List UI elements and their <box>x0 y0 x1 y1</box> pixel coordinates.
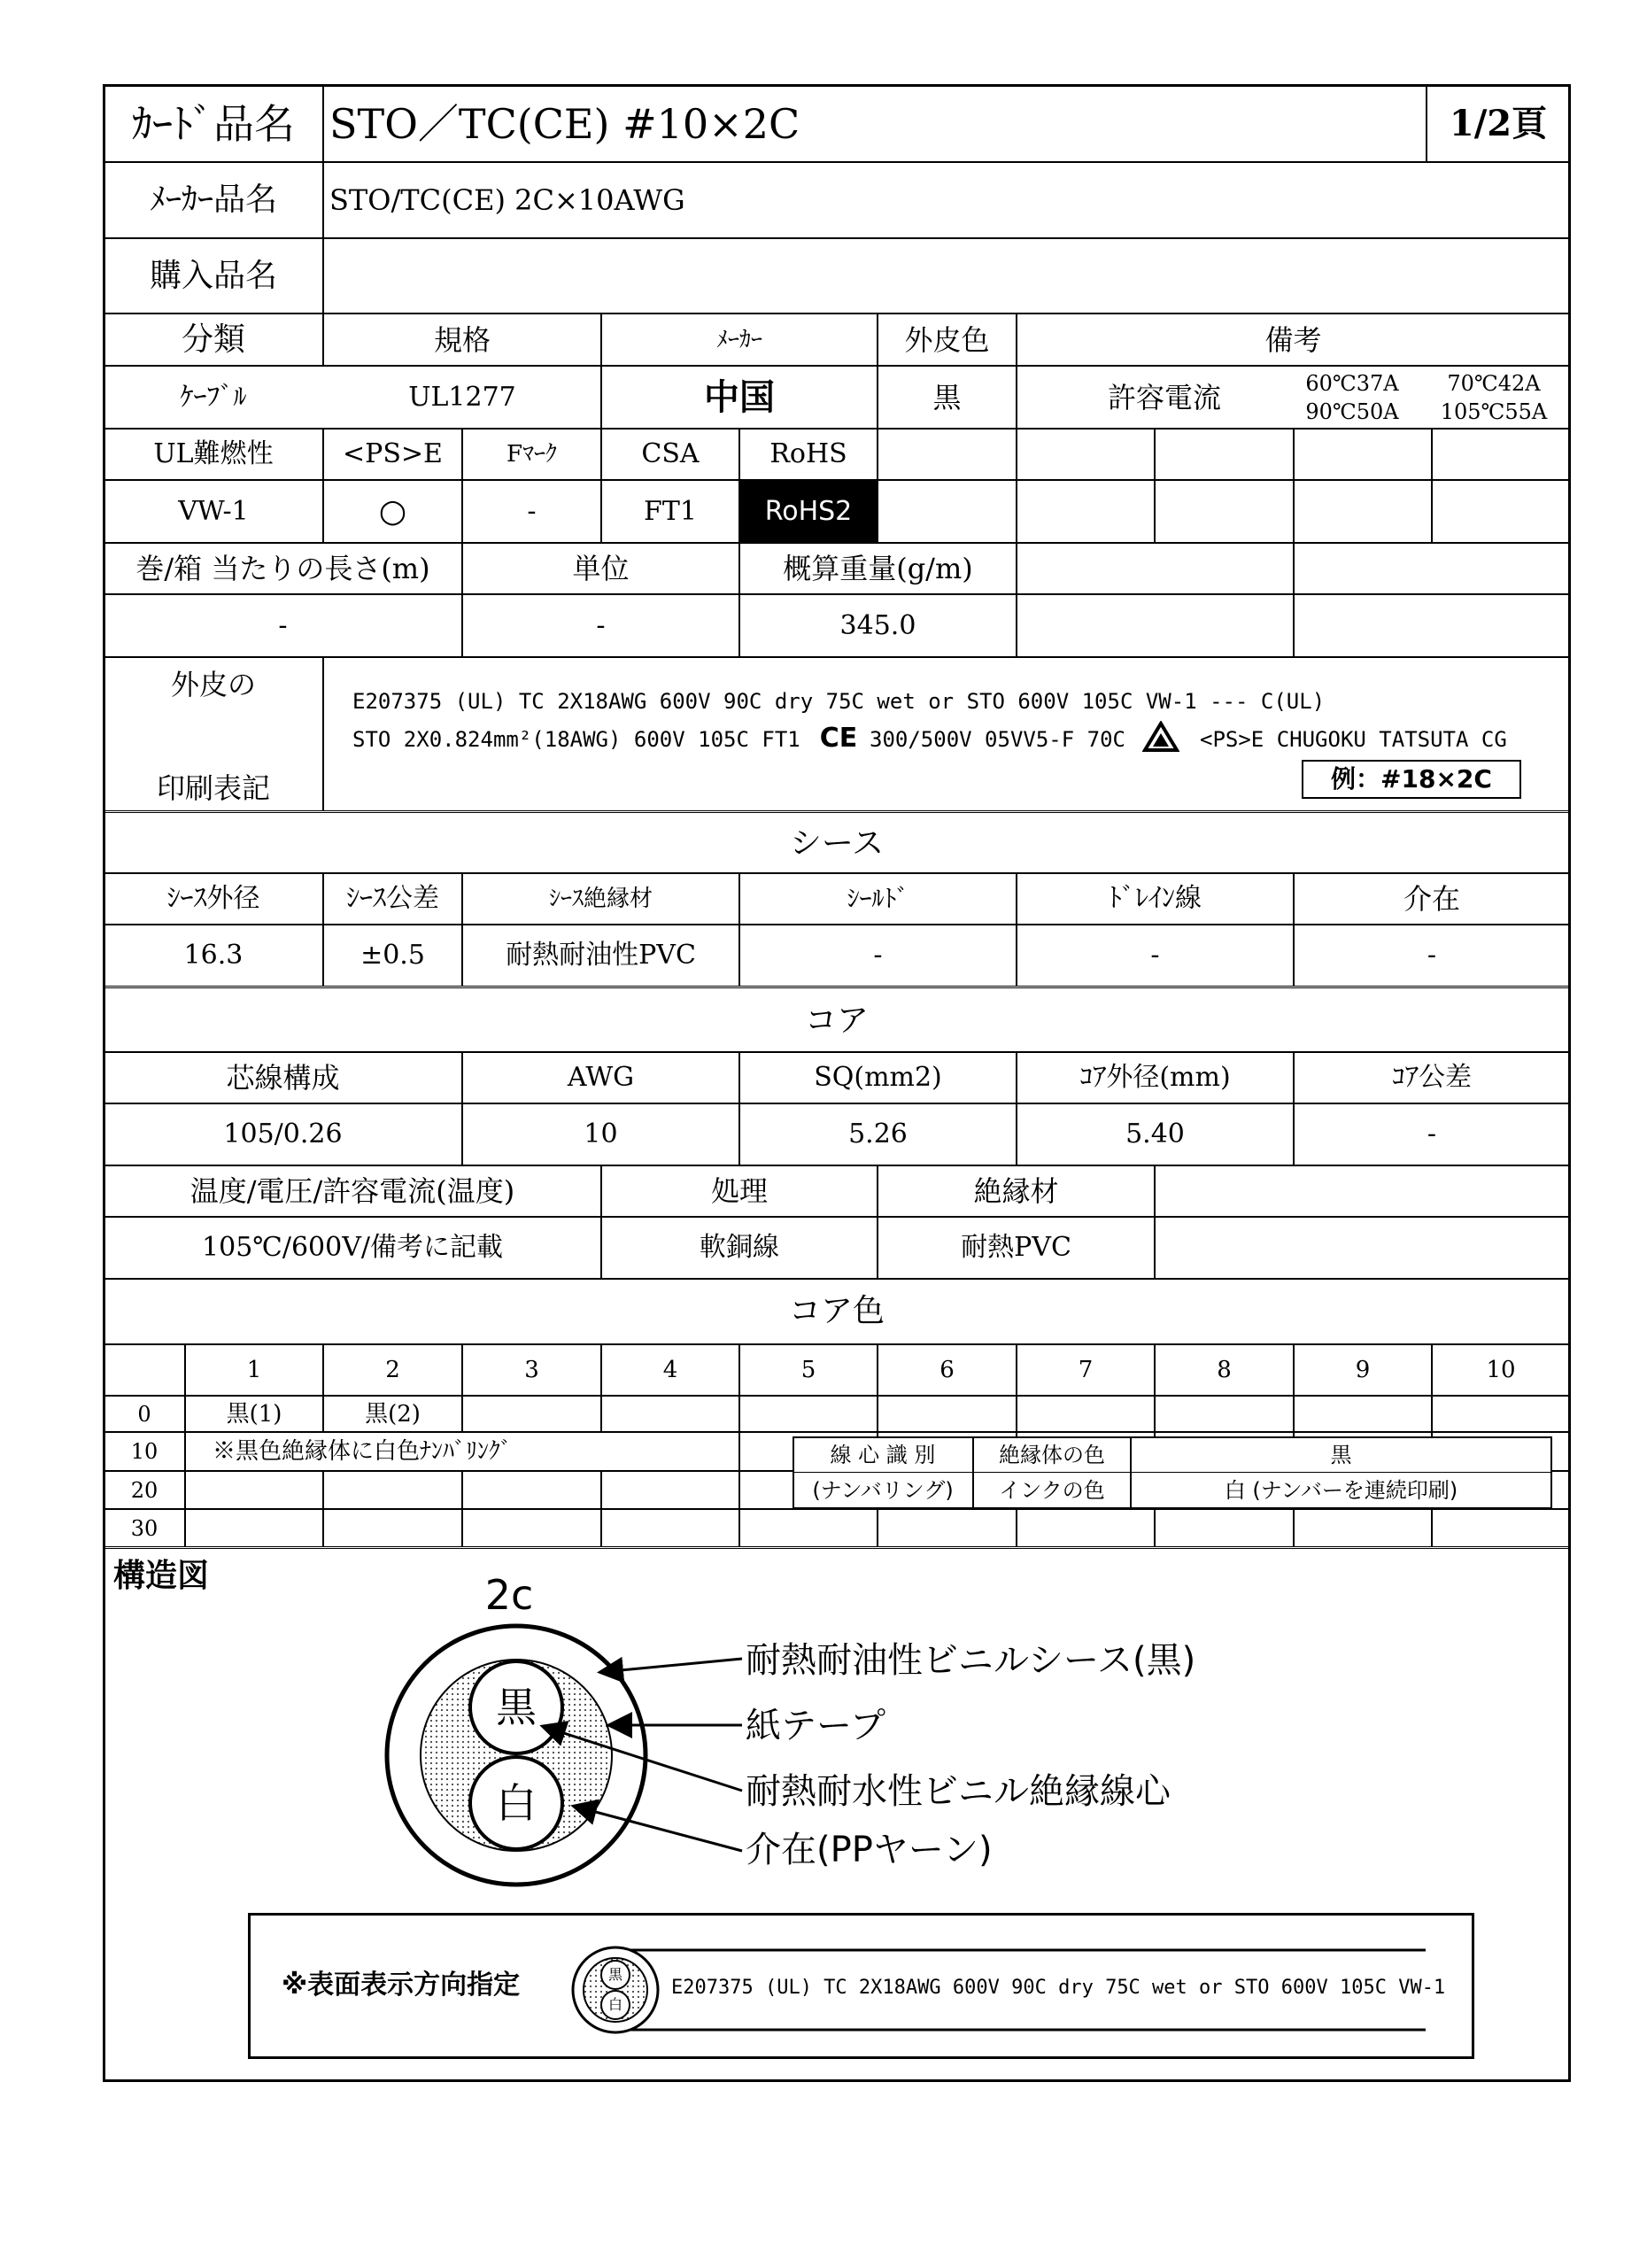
core-header-od: ｺｱ外径(mm) <box>1079 1062 1231 1093</box>
weight-header: 概算重量(g/m) <box>783 552 973 585</box>
class-header-maker: ﾒｰｶｰ <box>715 326 762 353</box>
insulation-color-label: 絶縁体の色 <box>999 1443 1105 1467</box>
approval-header-pse: <PS>E <box>343 438 443 469</box>
class-value-category: ｹｰﾌﾞﾙ <box>180 381 247 413</box>
sheath-value-insulation: 耐熱耐油性PVC <box>506 940 696 971</box>
class-header-category: 分類 <box>181 321 245 358</box>
core-value-treatment: 軟銅線 <box>700 1232 779 1263</box>
core-value-od: 5.40 <box>1125 1119 1185 1149</box>
approval-value-rohs: RoHS2 <box>740 481 877 542</box>
core-header-strand: 芯線構成 <box>226 1061 340 1095</box>
core-value-strand: 105/0.26 <box>223 1119 343 1149</box>
color-col-9: 9 <box>1355 1357 1371 1383</box>
direction-print-text: E207375 (UL) TC 2X18AWG 600V 90C dry 75C wet or STO 600V 105C VW-1 <box>671 1977 1446 1999</box>
color-row-30: 30 <box>130 1515 159 1541</box>
printing-line-1: E207375 (UL) TC 2X18AWG 600V 90C dry 75C wet or STO 600V 105C VW-1 --- C(UL) <box>352 689 1326 714</box>
color-col-7: 7 <box>1078 1357 1094 1383</box>
callout-sheath: 耐熱耐油性ビニルシース(黒) <box>746 1640 1196 1681</box>
core-count-label: 2c <box>484 1571 534 1619</box>
sheath-value-tolerance: ±0.5 <box>360 940 425 971</box>
structure-title: 構造図 <box>113 1558 210 1594</box>
color-col-10: 10 <box>1486 1357 1516 1383</box>
numbering-note: ※黒色絶縁体に白色ﾅﾝﾊﾞﾘﾝｸﾞ <box>213 1433 602 1470</box>
approval-header-ul: UL難燃性 <box>153 438 274 469</box>
printing-line-2a: STO 2X0.824mm²(18AWG) 600V 105C FT1 <box>352 727 800 752</box>
color-row-20: 20 <box>130 1477 159 1503</box>
core-value-tolerance: - <box>1427 1119 1437 1149</box>
id-label-2: (ナンバリング) <box>812 1477 954 1503</box>
rating-90c: 90℃50A <box>1305 399 1399 424</box>
core-header-sq: SQ(mm2) <box>814 1062 942 1093</box>
core-bottom-label: 白 <box>496 1779 537 1827</box>
pse-triangle-icon <box>1142 721 1179 753</box>
maker-name-label: ﾒｰｶｰ品名 <box>149 182 277 218</box>
core-top-label: 黒 <box>496 1684 537 1731</box>
ce-mark-icon: CE <box>819 723 858 754</box>
insulation-color-value: 黒 <box>1330 1443 1352 1467</box>
core-value-sq: 5.26 <box>848 1119 908 1149</box>
core-value-rating: 105℃/600V/備考に記載 <box>202 1232 503 1263</box>
callout-insulated-core: 耐熱耐水性ビニル絶縁線心 <box>746 1771 1171 1812</box>
sheath-header-drain: ﾄﾞﾚｲﾝ線 <box>1109 883 1202 914</box>
approval-header-fmark: Fﾏｰｸ <box>506 441 558 468</box>
core-color-1: 黒(1) <box>226 1400 282 1428</box>
color-col-3: 3 <box>524 1357 539 1383</box>
approval-value-fmark: - <box>527 495 537 527</box>
ink-color-value: 白 (ナンバーを連続印刷) <box>1224 1477 1458 1503</box>
purchase-name-label: 購入品名 <box>149 257 277 294</box>
ink-color-label: インクの色 <box>999 1477 1105 1503</box>
class-value-remarks: 許容電流 <box>1107 380 1221 414</box>
page-number: 1/2頁 <box>1449 102 1548 144</box>
rating-105c: 105℃55A <box>1440 399 1548 424</box>
class-header-remarks: 備考 <box>1264 322 1322 357</box>
printing-line-2c: <PS>E CHUGOKU TATSUTA CG <box>1200 727 1507 752</box>
card-name-value: STO／TC(CE) #10×2C <box>329 99 800 148</box>
class-value-standard: UL1277 <box>408 381 516 413</box>
callout-filler: 介在(PPヤーン) <box>746 1830 993 1870</box>
weight-value: 345.0 <box>839 609 916 641</box>
sheath-header-filler: 介在 <box>1403 882 1460 916</box>
core-color-2: 黒(2) <box>365 1400 421 1428</box>
printing-label-top: 外皮の <box>170 668 256 701</box>
approval-value-csa: FT1 <box>644 495 697 527</box>
color-col-5: 5 <box>800 1357 816 1383</box>
sheath-header-insulation: ｼｰｽ絶縁材 <box>548 886 653 912</box>
direction-label: ※表面表示方向指定 <box>282 1970 521 2001</box>
callout-paper-tape: 紙テープ <box>746 1706 885 1746</box>
sheath-title: シース <box>789 824 885 862</box>
sheath-value-od: 16.3 <box>183 940 244 971</box>
sheath-value-shield: - <box>873 940 883 971</box>
color-row-10: 10 <box>130 1439 159 1464</box>
sheath-header-od: ｼｰｽ外径 <box>166 883 260 914</box>
length-value: - <box>278 609 288 641</box>
printing-example-box: 例：#18×2C <box>1302 760 1521 799</box>
rating-70c: 70℃42A <box>1447 371 1541 396</box>
class-header-standard: 規格 <box>433 322 491 357</box>
core-header-insulation: 絶縁材 <box>973 1174 1059 1208</box>
class-header-color: 外皮色 <box>904 322 990 357</box>
unit-header: 単位 <box>572 552 630 585</box>
cable-cross-section <box>354 1612 708 1904</box>
core-header-treatment: 処理 <box>710 1174 768 1208</box>
sheath-value-drain: - <box>1150 940 1160 971</box>
approval-value-pse: ○ <box>378 492 407 530</box>
color-row-0: 0 <box>137 1401 151 1427</box>
printing-line-2b: 300/500V 05VV5-F 70C <box>870 727 1125 752</box>
core-title: コア <box>804 1002 869 1039</box>
approval-value-ul: VW-1 <box>178 495 249 527</box>
unit-value: - <box>596 609 606 641</box>
length-header: 巻/箱 当たりの長さ(m) <box>135 552 430 585</box>
card-name-label: ｶｰﾄﾞ品名 <box>132 99 295 148</box>
core-color-title: コア色 <box>788 1293 885 1329</box>
mini-core-bottom: 白 <box>607 1996 622 2013</box>
approval-header-csa: CSA <box>641 438 700 469</box>
color-col-4: 4 <box>662 1357 678 1383</box>
sheath-header-tolerance: ｼｰｽ公差 <box>346 883 439 914</box>
sheath-header-shield: ｼｰﾙﾄﾞ <box>847 884 909 913</box>
core-value-insulation: 耐熱PVC <box>961 1232 1071 1263</box>
mini-core-top: 黒 <box>607 1966 622 1983</box>
rating-60c: 60℃37A <box>1305 371 1399 396</box>
class-value-maker: 中国 <box>704 375 775 418</box>
core-header-rating: 温度/電圧/許容電流(温度) <box>189 1174 515 1208</box>
color-col-8: 8 <box>1217 1357 1232 1383</box>
core-value-awg: 10 <box>584 1119 618 1149</box>
maker-name-value: STO/TC(CE) 2C×10AWG <box>329 183 685 217</box>
printing-label-bottom: 印刷表記 <box>156 771 270 805</box>
core-header-tolerance: ｺｱ公差 <box>1392 1062 1472 1093</box>
purchase-name-value <box>329 239 1560 313</box>
color-col-1: 1 <box>246 1357 262 1383</box>
core-header-awg: AWG <box>567 1062 635 1093</box>
approval-header-rohs: RoHS <box>769 438 847 469</box>
sheath-value-filler: - <box>1427 940 1437 971</box>
id-label-1: 線 心 識 別 <box>830 1443 936 1467</box>
color-col-2: 2 <box>385 1357 400 1383</box>
class-value-color: 黒 <box>932 380 962 414</box>
color-col-6: 6 <box>939 1357 955 1383</box>
